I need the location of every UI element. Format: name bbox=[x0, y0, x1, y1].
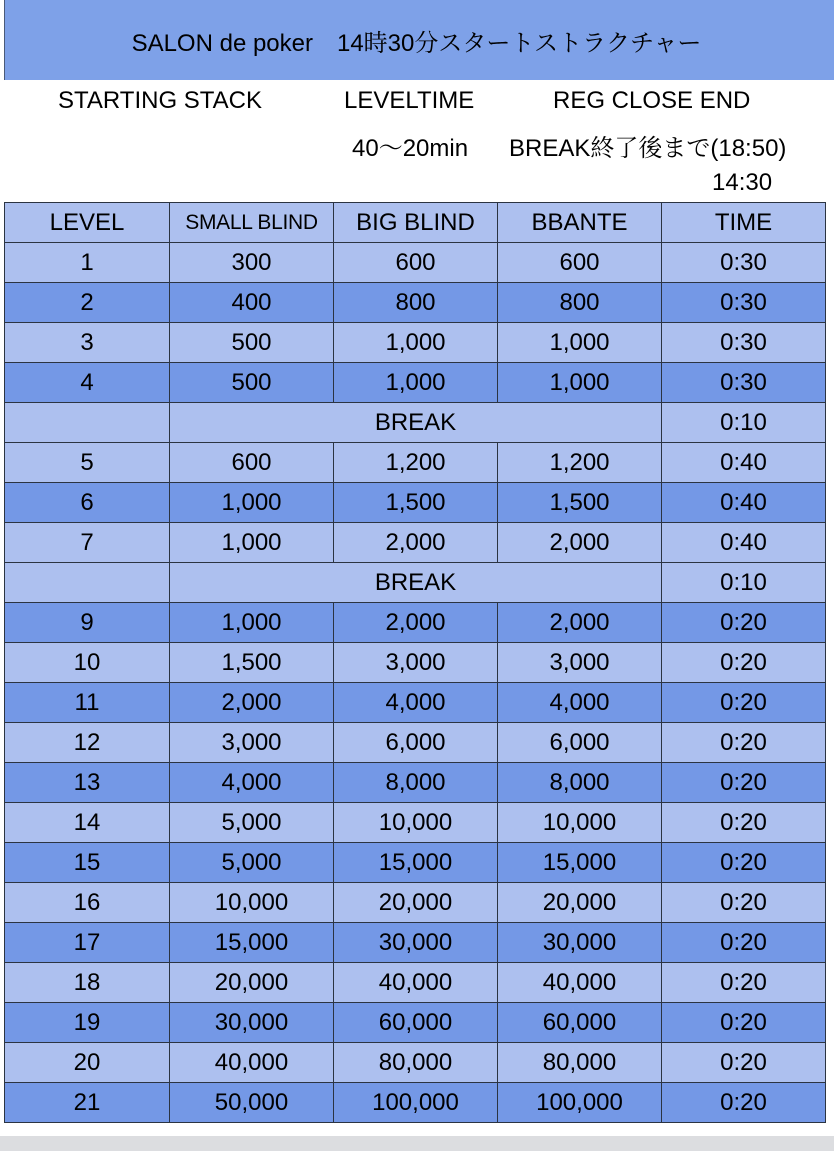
big-blind-cell: 20,000 bbox=[334, 883, 498, 923]
footer-bar bbox=[0, 1136, 834, 1151]
time-cell: 0:40 bbox=[662, 523, 826, 563]
column-header-level: LEVEL bbox=[5, 203, 170, 243]
time-cell: 0:30 bbox=[662, 243, 826, 283]
reg-close-label: REG CLOSE END bbox=[553, 87, 751, 114]
bbante-cell: 60,000 bbox=[498, 1003, 662, 1043]
level-row bbox=[5, 843, 826, 883]
time-cell: 0:20 bbox=[662, 1043, 826, 1083]
level-row bbox=[5, 803, 826, 843]
big-blind-cell: 3,000 bbox=[334, 643, 498, 683]
big-blind-cell: 1,200 bbox=[334, 443, 498, 483]
small-blind-cell: 15,000 bbox=[170, 923, 334, 963]
small-blind-cell: 1,500 bbox=[170, 643, 334, 683]
bbante-cell: 1,500 bbox=[498, 483, 662, 523]
reg-close-value: BREAK終了後まで(18:50) bbox=[509, 135, 787, 162]
level-cell: 13 bbox=[5, 763, 170, 803]
time-cell: 0:30 bbox=[662, 283, 826, 323]
small-blind-cell: 10,000 bbox=[170, 883, 334, 923]
table-header-row bbox=[5, 203, 826, 243]
time-cell: 0:20 bbox=[662, 883, 826, 923]
big-blind-cell: 600 bbox=[334, 243, 498, 283]
big-blind-cell: 6,000 bbox=[334, 723, 498, 763]
bbante-cell: 10,000 bbox=[498, 803, 662, 843]
time-cell: 0:20 bbox=[662, 1003, 826, 1043]
level-cell: 15 bbox=[5, 843, 170, 883]
big-blind-cell: 800 bbox=[334, 283, 498, 323]
small-blind-cell: 1,000 bbox=[170, 603, 334, 643]
bbante-cell: 6,000 bbox=[498, 723, 662, 763]
bbante-cell: 1,000 bbox=[498, 363, 662, 403]
level-cell: 2 bbox=[5, 283, 170, 323]
big-blind-cell: 80,000 bbox=[334, 1043, 498, 1083]
bbante-cell: 8,000 bbox=[498, 763, 662, 803]
blind-structure-table bbox=[4, 202, 826, 1123]
level-cell: 14 bbox=[5, 803, 170, 843]
time-cell: 0:20 bbox=[662, 923, 826, 963]
leveltime-value: 40〜20min bbox=[352, 135, 469, 162]
small-blind-cell: 500 bbox=[170, 363, 334, 403]
break-row bbox=[5, 403, 826, 443]
level-cell: 6 bbox=[5, 483, 170, 523]
time-cell: 0:20 bbox=[662, 723, 826, 763]
small-blind-cell: 50,000 bbox=[170, 1083, 334, 1123]
time-cell: 0:20 bbox=[662, 603, 826, 643]
big-blind-cell: 10,000 bbox=[334, 803, 498, 843]
small-blind-cell: 3,000 bbox=[170, 723, 334, 763]
level-row bbox=[5, 323, 826, 363]
time-cell: 0:20 bbox=[662, 843, 826, 883]
bbante-cell: 800 bbox=[498, 283, 662, 323]
bbante-cell: 1,200 bbox=[498, 443, 662, 483]
break-level-cell bbox=[5, 403, 170, 443]
level-cell: 1 bbox=[5, 243, 170, 283]
break-label: BREAK bbox=[170, 563, 662, 603]
starting-stack-label: STARTING STACK bbox=[58, 87, 263, 114]
level-cell: 10 bbox=[5, 643, 170, 683]
break-time: 0:10 bbox=[662, 563, 826, 603]
level-cell: 19 bbox=[5, 1003, 170, 1043]
level-row bbox=[5, 1043, 826, 1083]
level-row bbox=[5, 283, 826, 323]
big-blind-cell: 40,000 bbox=[334, 963, 498, 1003]
small-blind-cell: 500 bbox=[170, 323, 334, 363]
level-cell: 7 bbox=[5, 523, 170, 563]
time-cell: 0:30 bbox=[662, 323, 826, 363]
level-cell: 11 bbox=[5, 683, 170, 723]
small-blind-cell: 400 bbox=[170, 283, 334, 323]
level-row bbox=[5, 683, 826, 723]
big-blind-cell: 1,000 bbox=[334, 323, 498, 363]
bbante-cell: 30,000 bbox=[498, 923, 662, 963]
small-blind-cell: 5,000 bbox=[170, 803, 334, 843]
level-row bbox=[5, 243, 826, 283]
big-blind-cell: 2,000 bbox=[334, 523, 498, 563]
time-cell: 0:40 bbox=[662, 483, 826, 523]
column-header-bbante: BBANTE bbox=[498, 203, 662, 243]
column-header-big-blind: BIG BLIND bbox=[334, 203, 498, 243]
level-cell: 5 bbox=[5, 443, 170, 483]
leveltime-label: LEVELTIME bbox=[344, 87, 475, 114]
big-blind-cell: 8,000 bbox=[334, 763, 498, 803]
level-row bbox=[5, 443, 826, 483]
level-row bbox=[5, 523, 826, 563]
bbante-cell: 4,000 bbox=[498, 683, 662, 723]
bbante-cell: 3,000 bbox=[498, 643, 662, 683]
level-row bbox=[5, 923, 826, 963]
level-row bbox=[5, 963, 826, 1003]
bbante-cell: 100,000 bbox=[498, 1083, 662, 1123]
time-cell: 0:20 bbox=[662, 763, 826, 803]
bbante-cell: 2,000 bbox=[498, 603, 662, 643]
break-label: BREAK bbox=[170, 403, 662, 443]
level-row bbox=[5, 763, 826, 803]
level-cell: 3 bbox=[5, 323, 170, 363]
start-time: 14:30 bbox=[712, 169, 773, 196]
bbante-cell: 40,000 bbox=[498, 963, 662, 1003]
big-blind-cell: 30,000 bbox=[334, 923, 498, 963]
time-cell: 0:20 bbox=[662, 963, 826, 1003]
title-bar bbox=[4, 0, 834, 80]
level-cell: 9 bbox=[5, 603, 170, 643]
break-level-cell bbox=[5, 563, 170, 603]
level-row bbox=[5, 483, 826, 523]
small-blind-cell: 4,000 bbox=[170, 763, 334, 803]
small-blind-cell: 40,000 bbox=[170, 1043, 334, 1083]
bbante-cell: 20,000 bbox=[498, 883, 662, 923]
column-header-time: TIME bbox=[662, 203, 826, 243]
level-cell: 17 bbox=[5, 923, 170, 963]
break-time: 0:10 bbox=[662, 403, 826, 443]
small-blind-cell: 1,000 bbox=[170, 483, 334, 523]
big-blind-cell: 15,000 bbox=[334, 843, 498, 883]
time-cell: 0:30 bbox=[662, 363, 826, 403]
level-cell: 20 bbox=[5, 1043, 170, 1083]
level-row bbox=[5, 723, 826, 763]
column-header-small-blind: SMALL BLIND bbox=[170, 203, 334, 243]
time-cell: 0:20 bbox=[662, 803, 826, 843]
big-blind-cell: 60,000 bbox=[334, 1003, 498, 1043]
bbante-cell: 2,000 bbox=[498, 523, 662, 563]
big-blind-cell: 100,000 bbox=[334, 1083, 498, 1123]
level-cell: 12 bbox=[5, 723, 170, 763]
level-row bbox=[5, 363, 826, 403]
level-cell: 4 bbox=[5, 363, 170, 403]
small-blind-cell: 1,000 bbox=[170, 523, 334, 563]
page-title: SALON de poker 14時30分スタートストラクチャー bbox=[131, 29, 702, 57]
big-blind-cell: 2,000 bbox=[334, 603, 498, 643]
bbante-cell: 15,000 bbox=[498, 843, 662, 883]
small-blind-cell: 20,000 bbox=[170, 963, 334, 1003]
level-cell: 18 bbox=[5, 963, 170, 1003]
level-row bbox=[5, 603, 826, 643]
small-blind-cell: 300 bbox=[170, 243, 334, 283]
big-blind-cell: 1,500 bbox=[334, 483, 498, 523]
break-row bbox=[5, 563, 826, 603]
small-blind-cell: 600 bbox=[170, 443, 334, 483]
time-cell: 0:20 bbox=[662, 643, 826, 683]
level-row bbox=[5, 883, 826, 923]
level-row bbox=[5, 1083, 826, 1123]
level-row bbox=[5, 643, 826, 683]
time-cell: 0:40 bbox=[662, 443, 826, 483]
level-cell: 16 bbox=[5, 883, 170, 923]
bbante-cell: 80,000 bbox=[498, 1043, 662, 1083]
level-cell: 21 bbox=[5, 1083, 170, 1123]
bbante-cell: 600 bbox=[498, 243, 662, 283]
big-blind-cell: 1,000 bbox=[334, 363, 498, 403]
bbante-cell: 1,000 bbox=[498, 323, 662, 363]
time-cell: 0:20 bbox=[662, 683, 826, 723]
big-blind-cell: 4,000 bbox=[334, 683, 498, 723]
time-cell: 0:20 bbox=[662, 1083, 826, 1123]
small-blind-cell: 5,000 bbox=[170, 843, 334, 883]
small-blind-cell: 2,000 bbox=[170, 683, 334, 723]
level-row bbox=[5, 1003, 826, 1043]
small-blind-cell: 30,000 bbox=[170, 1003, 334, 1043]
